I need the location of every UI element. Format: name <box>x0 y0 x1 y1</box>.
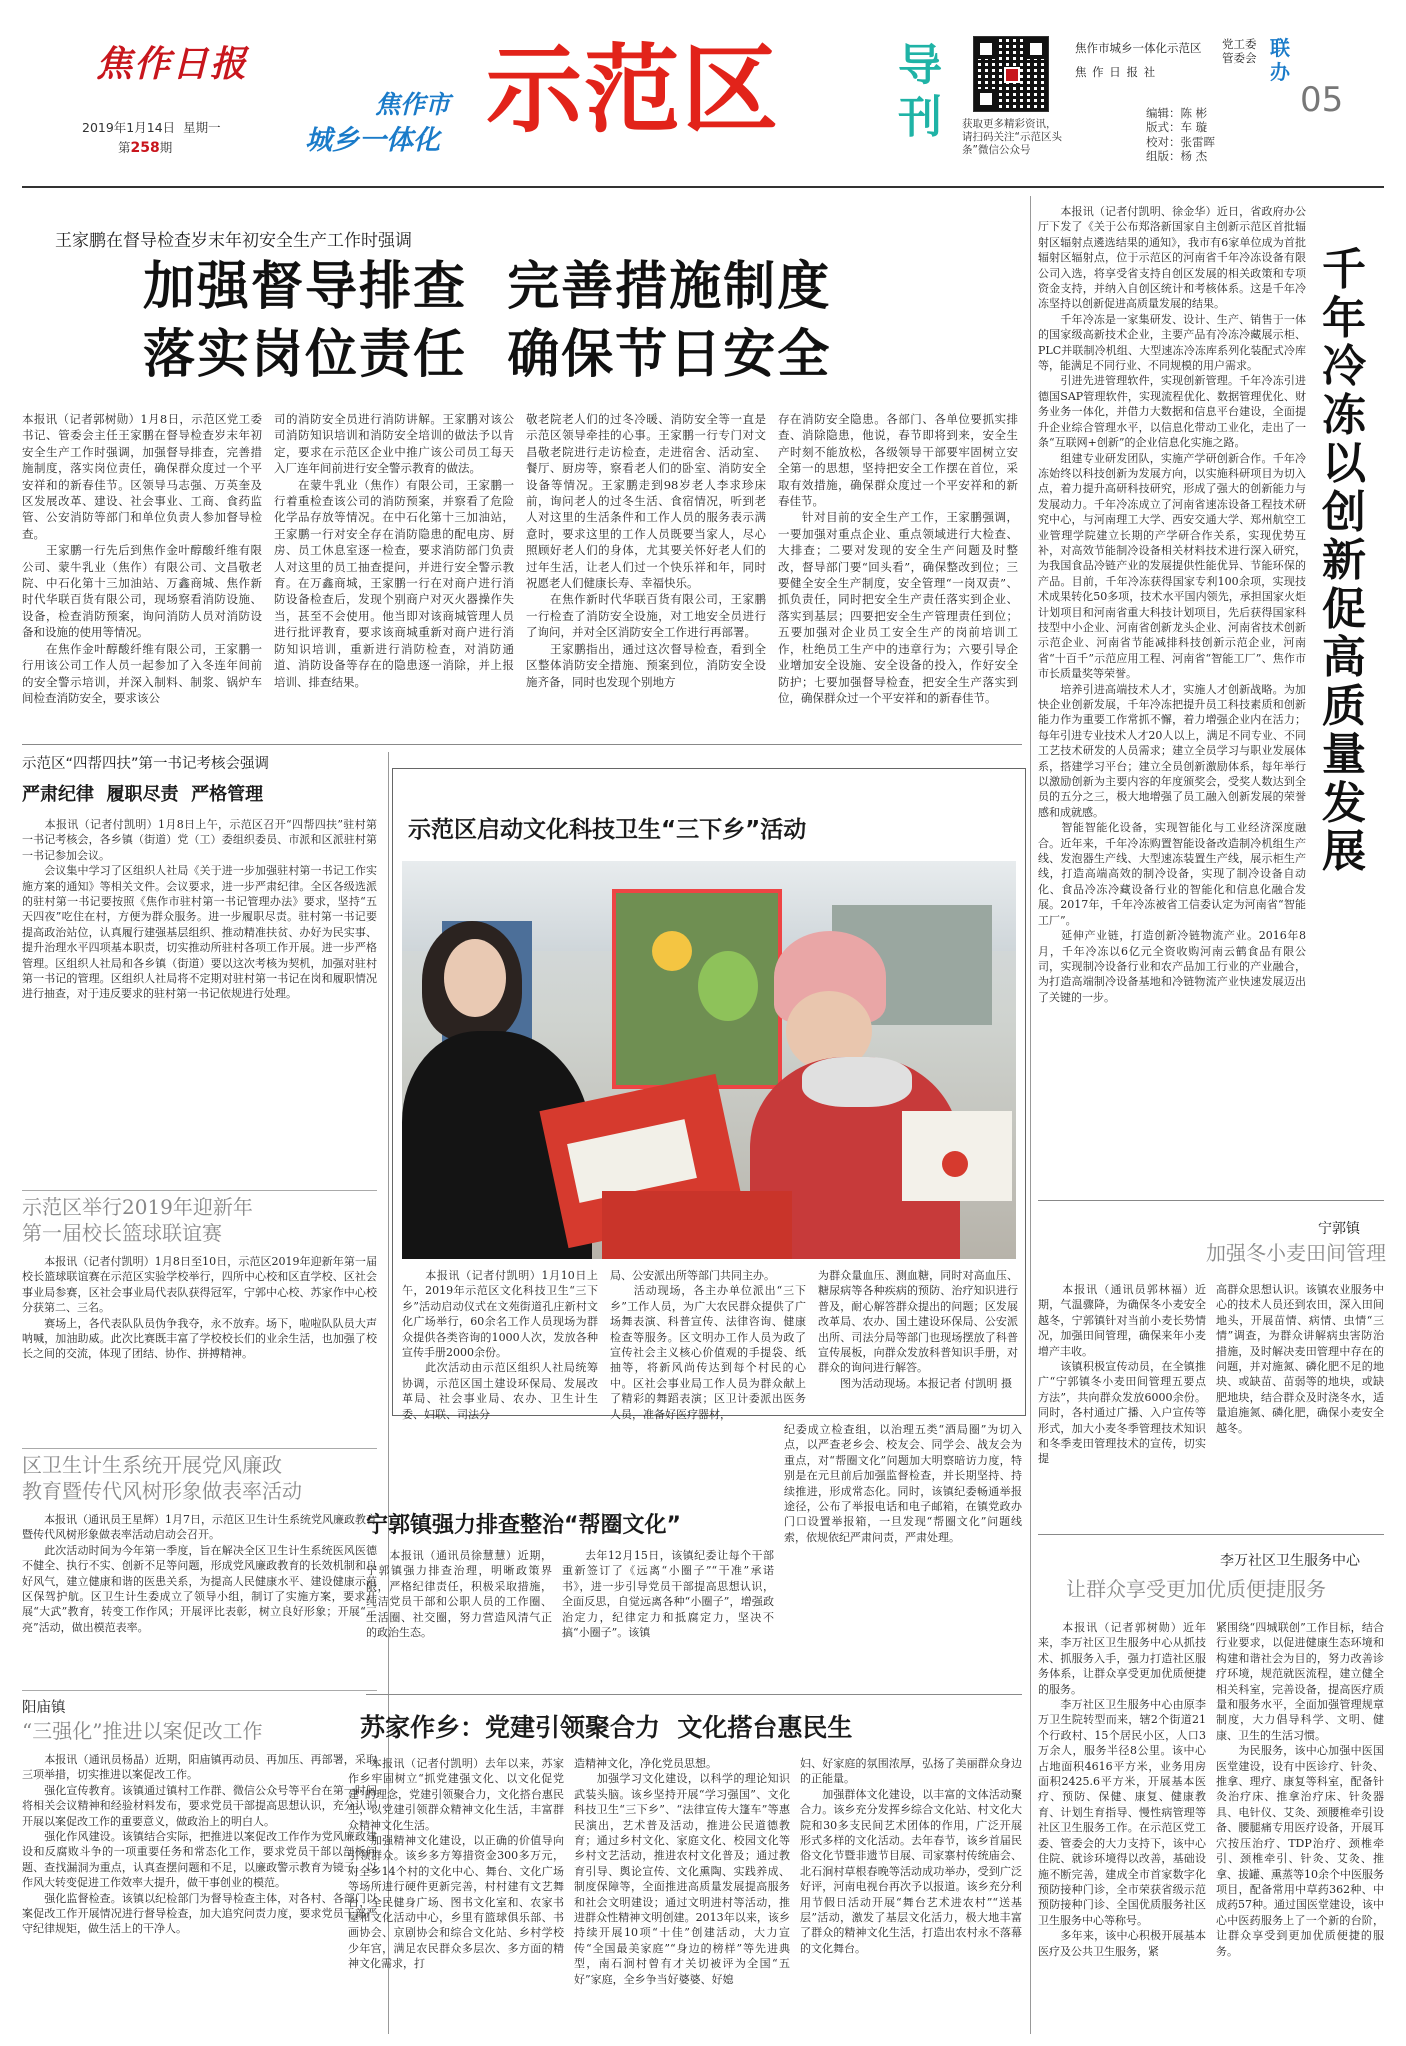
sujiazuo-headline: 苏家作乡：党建引领聚合力 文化搭台惠民生 <box>360 1713 853 1742</box>
right-r2-col-2: 紧围绕“四城联创”工作目标，结合行业要求，以促进健康生态环境和构建和谐社会为目的，努力改善诊疗环境，规范就医流程，建立健全相关科室，完善设备，提高医疗质量和服务水平，全面加强管理规章制度，大力倡导科学、文明、健康、卫生的生活习惯。 为民服务，该中心加强中医国医堂建设，设有中医诊疗、针灸、推拿、理疗、康复等科室，配备针灸治疗床、推拿治疗床、针灸器具、电针仪、艾灸、颈腰椎牵引设备、腰腿痛专用医疗设备，开展耳穴按压治疗、TDP治疗、颈椎牵引、颈椎牵引、针灸、艾灸、推拿、拔罐、熏蒸等10余个中医服务项目，配备常用中草药362种、中成药57种。通过国医堂建设，该中心中医药服务上了一个新的台阶，让群众享受到更加优质便捷的服务。 <box>1216 1621 1384 1958</box>
guide-label: 导刊 <box>898 40 942 143</box>
right-r1-col-1: 本报讯（通讯员郭林福）近期，气温骤降，为确保冬小麦安全越冬，宁郭镇针对当前小麦长势情况，加强田间管理，确保来年小麦增产丰收。 该镇积极宣传动员，在全镇推广“宁郭镇冬小麦田间管理五要点方法”，共向群众发放6000余份。同时，各村通过广播、入户宣传等形式，加大小麦冬季管理技术知识和冬季麦田管理技术的宣传，切实提 <box>1038 1283 1206 1466</box>
ningguo1-rule <box>366 1694 1022 1695</box>
issue-number <box>118 138 172 156</box>
sujiazuo-col-2: 造精神文化，净化党员思想。 加强学习文化建设，以科学的理论知识武装头脑。该乡坚持开展“学习强国”、文化科技卫生“三下乡”、“法律宣传大篷车”等惠民演出，艺术普及活动，推进公民道德教育；通过乡村文化、家庭文化、校园文化等乡村文艺活动，推进农村文化普及；通过教育引导、舆论宣传、文化熏陶、实践养成、制度保障等，全面推进高质量发展提高服务和社会文明建设；通过文明进村等活动，推进群众性精神文明创建。2013年以来，该乡持续开展10项“十佳”创建活动，大力宣传“全国最美家庭”“身边的榜样”等先进典型，南石涧村曾有才关切被评为全国“五好”家庭，全乡争当好婆婆、好媳 <box>574 1757 790 1986</box>
sujiazuo-col-1: 本报讯（记者付凯明）去年以来，苏家作乡牢固树立“抓党建强文化、以文化促党建”的理念，党建引领聚合力，文化搭台惠民生，以党建引领群众精神文化生活，丰富群众精神文化生活。 加强精神文化建设，以正确的价值导向引领群众。该乡多方筹措资金300多万元，对全乡14个村的文化中心、舞台、文化广场等场所进行硬件更新完善，村村建有文艺舞台，全民健身广场、图书文化室和、农家书屋和文化活动中心，乡里有篮球俱乐部、书画协会、京剧协会和综合文化站、乡村学校少年宫，满足农民群众多层次、多方面的精神文化需求，打 <box>348 1757 564 1971</box>
issue-number-value: 258 <box>130 140 160 156</box>
ningguo1-col-1: 本报讯（通讯员徐慧慧）近期，宁郭镇强力排查治理，明晰政策界限，严格纪律责任，积极采取措施，纯洁党员干部和公职人员的工作圈、生活圈、社交圈，努力营造风清气正的政治生态。 <box>366 1549 552 1640</box>
sub-brand-line1: 焦作市 <box>375 90 451 119</box>
left-a1-rule <box>22 1190 377 1191</box>
date-text: 2019年1月14日 <box>82 120 176 135</box>
left-a2-headline-2: 第一届校长篮球联谊赛 <box>22 1221 222 1245</box>
right-r2-headline: 让群众享受更加优质便捷服务 <box>1066 1577 1326 1601</box>
feature-col-3: 为群众量血压、测血糖，同时对高血压、糖尿病等各种疾病的预防、治疗知识进行普及，耐心解答群众提出的问题；区发展改革局、农办、国土建设环保局、公安派出所、司法分局等部门也现场摆放了科普宣传展板，向群众发放科普知识手册，对群众的询问进行解答。 图为活动现场。本报记者 付凯明 摄 <box>818 1269 1018 1390</box>
left-a2-body: 本报讯（记者付凯明）1月8日至10日，示范区2019年迎新年第一届校长篮球联谊赛在示范区实验学校举行，四所中心校和区直学校、区社会事业局参赛，区社会事业局代表队获得冠军，宁郭中心校、苏家作中心校分获第二、三名。 赛场上，各代表队队员伪争我夺，永不放弃。场下，啦啦队队员大声呐喊，加油助威。此次比赛既丰富了学校校长们的业余生活，也加强了校长之间的交流，体现了团结、协作、拼搏精神。 <box>22 1255 377 1361</box>
joint-line1: 焦作市城乡一体化示范区 <box>1075 41 1202 55</box>
left-a3-body: 本报讯（通讯员王星辉）1月7日，示范区卫生计生系统党风廉政教育暨传代风树形象做表率活动启动会召开。 此次活动时间为今年第一季度，旨在解决全区卫生计生系统医风医德不健全、执行不实、创新不足等问题，形成党风廉政教育的长效机制和良好风气，建立健康和谐的医患关系，为提高人民健康水平、建设健康示范区保驾护航。区卫生计生委成立了领导小组，制订了实施方案，要求开展“大武”教育，转变工作作风；开展评比表彰，树立良好形象；开展“三亮”活动，做出模范表率。 <box>22 1513 377 1634</box>
ningguo1-col-2: 去年12月15日，该镇纪委让每个干部重新签订了《远离“小圈子”“干准”承诺书》，进一步引导党员干部提高思想认识，全面反思，自觉远离各种“小圈子”，增强政治定力，纪律定力和抵腐定力，坚决不搞“小圈子”。该镇 <box>562 1549 774 1640</box>
issue-suffix: 期 <box>159 140 173 155</box>
lead-col-1: 本报讯（记者郭树勋）1月8日，示范区党工委书记、管委会主任王家鹏在督导检查岁末年初安全生产工作时强调，加强督导排查，完善措施制度，落实岗位责任，确保群众度过一个平安祥和的新春佳节。区领导马志强、万英奎及区发展改革、建设、社会事业、工商、食药监管、公安消防等部门和单位负责人参加督导检查。 王家鹏一行先后到焦作金叶醇酸纤维有限公司、蒙牛乳业（焦作）有限公司、文昌敬老院、中石化第十三加油站、万鑫商城、焦作新时代华联百货有限公司，现场察看消防设施、设备，检查消防预案，询问消防人员对消防设备和设施的使用等情况。 在焦作金叶醇酸纤维有限公司，王家鹏一行用该公司工作人员一起参加了入冬连年间前的安全警示培训，并深入制料、制浆、锅炉车间检查消防安全，要求该公 <box>22 412 262 705</box>
feature-headline: 示范区启动文化科技卫生“三下乡”活动 <box>408 817 807 843</box>
lead-kicker: 王家鹏在督导检查岁末年初安全生产工作时强调 <box>55 231 412 251</box>
ningguo1-headline: 宁郭镇强力排查整治“帮圈文化” <box>366 1513 681 1538</box>
feature-photo <box>402 861 1016 1259</box>
lead-headline-line2: 落实岗位责任 确保节日安全 <box>143 325 832 385</box>
feature-col-2: 局、公安派出所等部门共同主办。 活动现场，各主办单位派出“三下乡”工作人员，为广大农民群众提供了广场舞表演、科普宣传、法律咨询、健康检查等服务。区文明办工作人员为政了宣传社会主义核心价值观的手提袋、纸抽等，将新风尚传达到每个村民的心中。区社会事业局工作人员为群众献上了精彩的舞蹈表演；区卫计委派出医务人员，准备好医疗器材， <box>610 1269 806 1421</box>
feature-col-1: 本报讯（记者付凯明）1月10日上午，2019年示范区文化科技卫生“三下乡”活动启动仪式在文苑街道孔庄新村文化广场举行，60余名工作人员现场为群众提供各类咨询的1000人次，发放各种宣传手册2000余份。 此次活动由示范区组织人社局统筹协调，示范区国土建设环保局、发展改革局、社会事业局、农办、卫生计生委、妇联、司法分 <box>402 1269 598 1421</box>
left-a1-kicker: 示范区“四帮四扶”第一书记考核会强调 <box>22 756 270 772</box>
qr-caption: 获取更多精彩资讯，请扫码关注“示范区头条”微信公众号 <box>962 118 1062 156</box>
paper-name-logo: 焦作日报 <box>96 43 249 85</box>
issue-date <box>82 118 221 136</box>
right-column-divider <box>1030 196 1031 2034</box>
right-r1-kicker: 宁郭镇 <box>1318 1221 1360 1237</box>
lead-col-2: 司的消防安全员进行消防讲解。王家鹏对该公司消防知识培训和消防安全培训的做法予以肯定，要求在示范区企业中推广该公司员工每天入厂连年间前进行安全警示教育的做法。 在蒙牛乳业（焦作）有限公司，王家鹏一行着重检查该公司的消防预案，并察看了危险化学品存放等情况。在中石化第十三加油站，王家鹏一行对安全存在消防隐患的配电房、厨房、员工休息室逐一检查，要求消防部门负责人对这里的员工抽查提问，并进行安全警示教育。在万鑫商城，王家鹏一行在对商户进行消防设备检查后，发现个别商户对灭火器操作失当，甚至不会使用。他当即对该商城管理人员进行批评教育，要求该商城重新对商户进行消防知识培训，重新进行消防检查，对消防通道、消防设备等存在的隐患逐一消除，并上报培训、排查结果。 <box>274 412 514 689</box>
staff-list <box>1146 106 1215 164</box>
left-a1-headline: 严肃纪律 履职尽责 严格管理 <box>22 784 264 805</box>
right-r2-kicker: 李万社区卫生服务中心 <box>1220 1553 1360 1569</box>
right-r1-rule <box>1038 1534 1384 1535</box>
weekday-text: 星期一 <box>183 120 221 135</box>
lead-headline-line1: 加强督导排查 完善措施制度 <box>143 257 832 317</box>
left-a4-headline: “三强化”推进以案促改工作 <box>22 1719 263 1743</box>
lead-col-3: 敬老院老人们的过冬冷暖、消防安全等一直是示范区领导牵挂的心事。王家鹏一行专门对文昌敬老院进行走访检查，走进宿舍、活动室、餐厅、厨房等，察看老人们的卧室、消防安全设备等情况。王家鹏走到98岁老人李求珍床前，询问老人的过冬生活、食宿情况，听到老人对这里的生活条件和工作人员的服务表示满意时，要求这里的工作人员既要当家人，尽心照顾好老人们的身体，尤其要关怀好老人们的过年生活，让老人们过一个快乐祥和年，同时祝愿老人们健康长寿、幸福快乐。 在焦作新时代华联百货有限公司，王家鹏一行检查了消防安全设施，对工地安全员进行了询问，并对全区消防安全工作进行再部署。 王家鹏指出，通过这次督导检查，看到全区整体消防安全措施、预案到位，消防安全设施齐备，同时也发现个别地方 <box>526 412 766 689</box>
right-r1-headline: 加强冬小麦田间管理 <box>1206 1241 1386 1265</box>
left-a3-rule <box>22 1690 377 1691</box>
right-feature-body: 本报讯（记者付凯明、徐金华）近日，省政府办公厅下发了《关于公布郑洛新国家自主创新示范区首批辐射区辐射点遴选结果的通知》，我市有6家单位成为首批辐射区辐射点，位于示范区的河南省千年冷冻设备有限公司入选，将享受省支持自创区发展的相关政策和专项资金支持，并纳入自创区统计和考核体系。这是千年冷冻坚持以创新促进高质量发展的结果。 千年冷冻是一家集研发、设计、生产、销售于一体的国家级高新技术企业，主要产品有冷冻冷藏展示柜、PLC并联制冷机组、大型速冻冷冻库系列化装配式冷库等，能满足不同行业、不同规模的用户需求。 引进先进管理软件，实现创新管理。千年冷冻引进德国SAP管理软件，实现流程优化、数据管理优化、财务业务一体化，并借力大数据和信息平台建设，全面提升企业综合管理水平，以信息化带动工业化，走出了一条“互联网+创新”的企业信息化实施之路。 组建专业研发团队，实施产学研创新合作。千年冷冻始终以科技创新为发展方向，以实施科研项目为切入点，着力提升高研科技研究，形成了强大的创新能力与发展动力。千年冷冻成立了河南省速冻设备工程技术研究中心，与河南理工大学、西安交通大学、郑州航空工业管理学院建立长期的产学研合作关系，实现优势互补，对高效节能制冷设备相关材料技术进行深入研究，为我国食品冷链产业的发展提供性能优异、节能环保的产品。目前，千年冷冻获得国家专利100余项，实现技术成果转化50多项，技术水平国内领先，承担国家火炬计划项目和河南省重大科技计划项目，先后获得国家科技型中小企业、河南省创新龙头企业、河南省技术创新示范企业、河南省节能减排科技创新示范企业，河南省“十百千”示范应用工程、河南省“智能工厂”、焦作市市长质量奖等荣誉。 培养引进高端技术人才，实施人才创新战略。为加快企业创新发展，千年冷冻把提升员工科技素质和创新能力作为重要工作常抓不懈，着力增强企业内在活力；每年引进专业技术人才20人以上，满足不同专业、不同工艺技术研发的人员需求；建立全员学习与职业发展体系，搭建学习平台；建立全员创新激励体系，每年举行以激励创新为主要内容的年度颁奖会，受奖人数达到全员的五分之三，极大地增强了员工融入创新发展的荣誉感和成就感。 智能智能化设备，实现智能化与工业经济深度融合。近年来，千年冷冻购置智能设备改造制冷机组生产线、发泡器生产线、大型速冻装置生产线，展示柜生产线，打造高端高效的制冷设备，实现了制冷设备自动化、食品冷冻冷藏设备行业的智能化和信息化融合发展。2017年，千年冷冻被省工信委认定为河南省“智能工厂”。 延伸产业链，打造创新冷链物流产业。2016年8月，千年冷冻以6亿元全资收购河南云鹤食品有限公司，实现制冷设备行业和农产品加工行业的产业融合，为打造高端制冷设备基地和冷链物流产业快速发展迈出了关键的一步。 <box>1038 205 1306 1004</box>
sub-brand-line2: 城乡一体化 <box>305 125 440 156</box>
joint-line2: 焦 作 日 报 社 <box>1075 65 1157 79</box>
right-feature-vertical-headline: 千年冷冻以创新促高质量发展 <box>1322 244 1366 877</box>
left-a3-headline-2: 教育暨传代风树形象做表率活动 <box>22 1479 302 1503</box>
staff-proof: 校对：张雷晖 <box>1146 134 1215 149</box>
left-a4-body: 本报讯（通讯员杨晶）近期，阳庙镇再动员、再加压、再部署，采取三项举措，切实推进以案促改工作。 强化宣传教育。该镇通过镇村工作群、微信公众号等平台在第一时间将相关会议精神和经验材料发布，要求党员干部提高思想认识，充分认识开展以案促改工作的重要意义，做政治上的明白人。 强化作风建设。该镇结合实际，把推进以案促改工作作为党风廉政建设和反腐败斗争的一项重要任务和常态化工作，要求党员干部以剖析问题、查找漏洞为重点，认真查摆问题和不足，以廉政警示教育为镜子，以作风大转变促进工作效率大提升，做干事创业的模范。 强化监督检查。该镇以纪检部门为督导检查主体，对各村、各部门以案促改工作开展情况进行督导检查，加大追究问责力度，要求党员干部严守纪律规矩，做生活上的干净人。 <box>22 1753 377 1936</box>
sujiazuo-col-3: 妇、好家庭的氛围浓厚，弘扬了美丽群众身边的正能量。 加强群体文化建设，以丰富的文体活动聚合力。该乡充分发挥乡综合文化站、村文化大院和30多支民间艺术团体的作用，广泛开展形式多样的文化活动。去年春节，该乡首届民俗文化节暨非遗节目展、司家寨村传统庙会、北石涧村草根春晚等活动成功举办，受到广泛好评，河南电视台再次予以报道。该乡充分利用节假日活动开展“舞台艺术进农村”“送基层”活动，激发了基层文化活力，极大地丰富了群众的精神文化生活，打造出农村永不落幕的文化舞台。 <box>800 1757 1022 1955</box>
left-a2-rule <box>22 1448 377 1449</box>
left-a3-headline-1: 区卫生计生系统开展党风廉政 <box>22 1453 282 1477</box>
big-title: 示范区 <box>486 34 780 146</box>
left-a1-body: 本报讯（记者付凯明）1月8日上午，示范区召开“四帮四扶”驻村第一书记考核会，各乡镇（街道）党（工）委组织委员、市派和区派驻村第一书记参加会议。 会议集中学习了区组织人社局《关于进一步加强驻村第一书记工作实施方案的通知》等相关文件。会议要求，进一步严肃纪律。全区各级选派的驻村第一书记要按照《焦作市驻村第一书记管理办法》要求，坚持“五天四夜”吃住在村，方便为群众服务。进一步履职尽责。驻村第一书记要提高政治站位，认真履行建强基层组织、推动精准扶贫、办好为民实事、提升治理水平四项基本职责，切实推动所驻村各项工作开展。进一步严格管理。区组织人社局和各乡镇（街道）要以这次考核为契机，加强对驻村第一书记的管理。区组织人社局将不定期对驻村第一书记在岗和履职情况进行抽查，对于违反要求的驻村第一书记依规进行处理。 <box>22 818 377 1001</box>
qr-code <box>973 36 1049 112</box>
masthead <box>0 0 1406 185</box>
masthead-rule <box>22 186 1384 188</box>
page-number: 05 <box>1300 80 1344 120</box>
left-a2-headline-1: 示范区举行2019年迎新年 <box>22 1195 253 1219</box>
joint-org-bottom: 管委会 <box>1222 51 1257 65</box>
right-r2-col-1: 本报讯（记者郭树勋）近年来，李万社区卫生服务中心从抓技术、抓服务入手，强力打造社区服务体系，让群众享受更加优质便捷的服务。 李万社区卫生服务中心由原李万卫生院转型而来，辖2个街道21个行政村、15个居民小区，人口3万余人，服务半径8公里。该中心占地面积4616平方米，业务用房面积2425.6平方米，开展基本医疗、预防、保健、康复、健康教育、计划生育指导、慢性病管理等社区卫生服务工作。在示范区党工委、管委会的大力支持下，该中心住院、就诊环境得以改善，基础设施不断完善，建成全市首家数字化预防接种门诊，全市荣获省级示范预防接种门诊、全国优质服务社区卫生服务中心等称号。 多年来，该中心积极开展基本医疗及公共卫生服务，紧 <box>1038 1621 1206 1958</box>
joint-label: 联办 <box>1270 36 1290 84</box>
lead-bottom-rule <box>22 744 1022 745</box>
left-a4-kicker: 阳庙镇 <box>22 1700 66 1716</box>
staff-compose: 组版：杨 杰 <box>1146 149 1208 164</box>
joint-org-top: 党工委 <box>1222 37 1257 51</box>
ningguo1-col-3: 纪委成立检查组，以治理五类“酒局圈”为切入点，以严查老乡会、校友会、同学会、战友会为重点，对“帮圈文化”问题加大明察暗访力度，特别是在元旦前后加强监督检查，并长期坚持、持续推进，形成常态化。同时，该镇纪委畅通举报途径，公布了举报电话和电子邮箱，在镇党政办门口设置举报箱，一旦发现“帮圈文化”问题线索，依规依纪严肃问责，严肃处理。 <box>784 1423 1022 1544</box>
issue-prefix: 第 <box>118 140 131 155</box>
lead-col-4: 存在消防安全隐患。各部门、各单位要抓实排查、消除隐患，他说，春节即将到来，安全生产时刻不能放松，各级领导干部要牢固树立安全第一的思想，坚持把安全工作摆在首位，采取有效措施，确保群众度过一个平安祥和的新春佳节。 针对目前的安全生产工作，王家鹏强调，一要加强对重点企业、重点领域进行大检查、大排查；二要对发现的安全生产问题及时整改，督导部门要“回头看”，确保整改到位；三要健全安全生产制度，安全管理“一岗双责”、抓负责任，同时把安全生产责任落实到企业、落实到基层；四要把安全生产管理责任到位；五要加强对企业员工安全生产的岗前培训工作，杜绝员工生产中的违章行为；六要引导企业增加安全设施、安全设备的投入，作好安全防护；七要加强督导检查，把安全生产落实到位，确保群众过一个平安祥和的新春佳节。 <box>778 412 1018 705</box>
staff-editor: 编辑：陈 彬 <box>1146 106 1208 120</box>
right-feature-rule <box>1038 1200 1384 1201</box>
staff-layout: 版式：车 璇 <box>1146 120 1208 135</box>
right-r1-col-2: 高群众思想认识。该镇农业服务中心的技术人员还到农田，深入田间地头，开展苗情、病情、虫情“三情”调查，为群众讲解病虫害防治措施，及时解决麦田管理中存在的问题，并对施氮、磷化肥不足的地块、或缺苗、苗弱等的地块，或缺肥地块，结合群众及时浇冬水，适量追施氮、磷化肥，确保小麦安全越冬。 <box>1216 1283 1384 1435</box>
